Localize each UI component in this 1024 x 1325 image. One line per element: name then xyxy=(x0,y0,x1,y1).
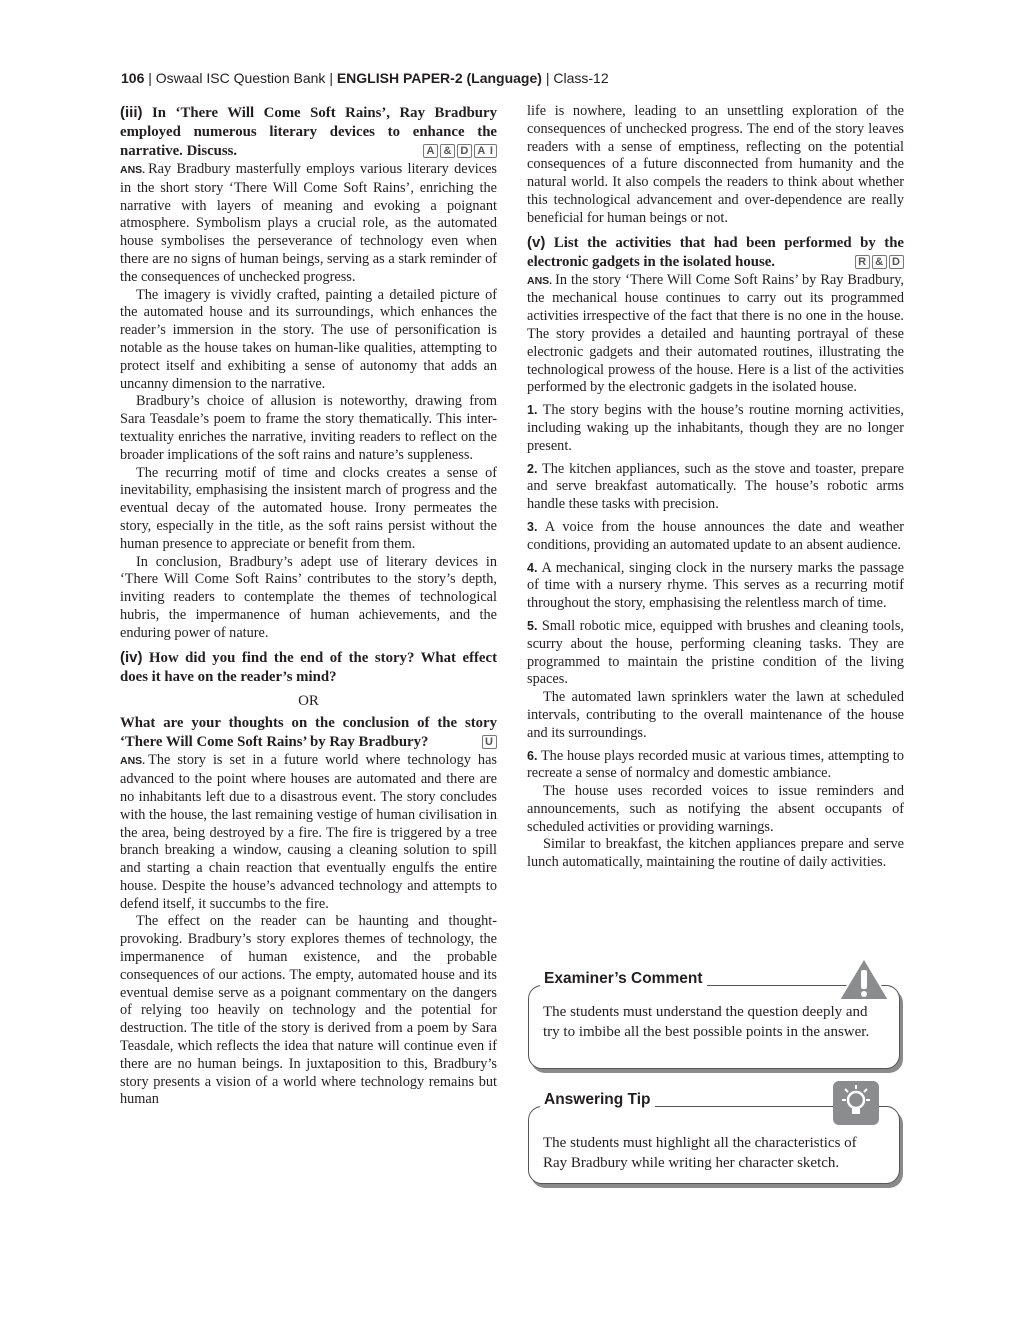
answer-paragraph xyxy=(120,752,497,913)
item-text: A mechanical, singing clock in the nursery marks the passage of time with a nursery rhyme. This serves as a recurring motif throughout the story, emphasising the relentless march of time. xyxy=(527,559,904,612)
tag-badge: & xyxy=(872,255,887,269)
answer-paragraph: The automated lawn sprinklers water the lawn at scheduled intervals, contributing to the overall maintenance of the house and its surroundings. xyxy=(527,689,904,741)
question-tags xyxy=(480,733,497,752)
item-text: The story begins with the house’s routine morning activities, including waking up the inhabitants, though they are no longer present. xyxy=(527,402,904,454)
tag-badge: A I xyxy=(474,144,497,158)
question-number: (iii) xyxy=(120,104,143,121)
question-number: (iv) xyxy=(120,648,143,666)
examiner-comment-title: Examiner’s Comment xyxy=(540,970,707,988)
item-number: 3. xyxy=(527,519,538,534)
tag-badge: & xyxy=(440,144,455,158)
answer-paragraph: Similar to breakfast, the kitchen appliances prepare and serve lunch automatically, maintaining the routine of daily activities. xyxy=(527,836,904,871)
tag-badge: A xyxy=(423,144,438,158)
subject-name: ENGLISH PAPER-2 (Language) xyxy=(336,70,542,86)
item-number: 2. xyxy=(527,461,538,476)
question-number: (v) xyxy=(527,233,546,251)
tag-badge: U xyxy=(482,735,497,749)
or-divider: OR xyxy=(298,692,319,709)
question-tags xyxy=(853,253,904,272)
list-item xyxy=(527,748,904,784)
item-text: A voice from the house announces the date and weather conditions, providing an automated update to an absent audience. xyxy=(527,518,904,553)
tag-badge: D xyxy=(889,255,904,269)
list-item xyxy=(527,618,904,689)
header-separator: | xyxy=(545,70,554,86)
list-item xyxy=(527,560,904,613)
answer-paragraph: The imagery is vividly crafted, painting a detailed picture of the automated house and its surroundings, which enhances the reader’s immersion in the story. The use of personification is notable as the house takes on human-like qualities, attempting to protect itself and exhibiting a sense of autonomy that adds an uncanny dimension to the narrative. xyxy=(120,286,497,392)
question-iii xyxy=(120,103,497,161)
question-tags xyxy=(421,142,497,161)
list-item xyxy=(527,461,904,514)
question-text: What are your thoughts on the conclusion of the story ‘There Will Come Soft Rains’ by Ray Bradbury? xyxy=(120,715,497,751)
list-item xyxy=(527,402,904,455)
answer-paragraph: The effect on the reader can be haunting and thought-provoking. Bradbury’s story explores themes of technology, the impermanence of human existence, and the probable consequences of our actions. The empty, automated house and its eventual demise serve as a poignant commentary on the dangers of relying too heavily on technology and the potential for destruction. The title of the story is derived from a poem by Sara Teasdale, which reflects the idea that nature will continue even if there are no human beings. In juxtaposition to this, Bradbury’s story presents a vision of a world where technology remains but human xyxy=(120,913,497,1108)
left-column xyxy=(120,103,497,1109)
right-column xyxy=(527,103,904,872)
question-text: In ‘There Will Come Soft Rains’, Ray Bradbury employed numerous literary devices to enhance the narrative. Discuss. xyxy=(120,105,497,159)
question-text: List the activities that had been performed by the electronic gadgets in the isolated house. xyxy=(527,234,905,270)
question-iv-alt xyxy=(120,714,497,752)
tag-badge: R xyxy=(855,255,870,269)
page-header xyxy=(121,70,609,86)
item-number: 1. xyxy=(527,403,538,418)
answer-paragraph: In conclusion, Bradbury’s adept use of literary devices in ‘There Will Come Soft Rains’ contributes to the story’s depth, inviting readers to contemplate the themes of technological hubris, the impermanence of human achievements, and the enduring power of nature. xyxy=(120,553,497,641)
answer-continuation: life is nowhere, leading to an unsettling exploration of the consequences of unchecked progress. The end of the story leaves readers with a sense of emptiness, reflecting on the potential consequences of a future disconnected from humanity and the natural world. It also compels the readers to think about whether this technological advancement and over-dependence are really beneficial for human beings or not. xyxy=(527,103,904,226)
answer-paragraph: Bradbury’s choice of allusion is noteworthy, drawing from Sara Teasdale’s poem to frame the story thematically. This inter-textuality enriches the narrative, inviting readers to reflect on the broader implications of the soft rains and nature’s suppleness. xyxy=(120,393,497,463)
answering-tip-title: Answering Tip xyxy=(540,1091,655,1109)
examiner-comment-text: The students must understand the question deeply and try to imbibe all the best possible points in the answer. xyxy=(543,1004,870,1040)
ans-label: ANS. xyxy=(120,755,146,768)
header-separator: | xyxy=(329,70,337,86)
ans-label: ANS. xyxy=(120,164,146,176)
answer-paragraph xyxy=(527,272,904,398)
lightbulb-icon xyxy=(832,1080,880,1126)
item-number: 6. xyxy=(527,748,538,763)
page-number: 106 xyxy=(121,70,145,86)
answering-tip-text: The students must highlight all the characteristics of Ray Bradbury while writing her character sketch. xyxy=(543,1135,857,1171)
item-number: 5. xyxy=(527,618,538,633)
question-iv xyxy=(120,648,497,687)
warning-icon xyxy=(836,955,892,1003)
header-separator: | xyxy=(148,70,156,86)
item-text: The house plays recorded music at various times, attempting to recreate a sense of normalcy and domestic ambiance. xyxy=(527,747,904,782)
ans-label: ANS. xyxy=(527,274,553,287)
tag-badge: D xyxy=(457,144,472,158)
answer-text: The story is set in a future world where technology has advanced to the point where houses are automated and there are no inhabitants left due to a disastrous event. The story concludes with the house, the last remaining vestige of human civilisation in the area, being destroyed by a fire. The fire is triggered by a tree branch breaking a window, causing a cleaning solution to spill and starting a chain reaction that eventually engulfs the entire house. Despite the house’s advanced technology and attempts to defend itself, it succumbs to the fire. xyxy=(120,752,497,912)
publisher-name: Oswaal ISC Question Bank xyxy=(155,70,326,86)
answer-paragraph xyxy=(120,161,497,287)
answer-paragraph: The house uses recorded voices to issue reminders and announcements, such as notifying the absent occupants of scheduled activities or providing warnings. xyxy=(527,783,904,835)
answer-text: Ray Bradbury masterfully employs various literary devices in the short story ‘There Will Come Soft Rains’, enriching the narrative with layers of meaning and evoking a poignant atmosphere. Symbolism plays a crucial role, as the automated house symbolises the perseverance of technology even when there are no signs of human beings, serving as a stark reminder of the consequences of unchecked progress. xyxy=(120,161,497,285)
question-v xyxy=(527,233,904,272)
class-label: Class-12 xyxy=(553,70,609,86)
list-item xyxy=(527,519,904,555)
item-number: 4. xyxy=(527,560,538,575)
answer-paragraph: The recurring motif of time and clocks creates a sense of inevitability, emphasising the insistent march of progress and the eventual decay of the automated house. Irony permeates the story, especially in the title, as the soft rains persist without the human presence to appreciate or benefit from them. xyxy=(120,464,497,552)
item-text: The kitchen appliances, such as the stove and toaster, prepare and serve breakfast automatically. The house’s robotic arms handle these tasks with precision. xyxy=(527,460,904,513)
item-text: Small robotic mice, equipped with brushes and cleaning tools, scurry about the house, performing cleaning tasks. They are programmed to maintain the pristine condition of the living spaces. xyxy=(527,617,905,688)
question-text: How did you find the end of the story? What effect does it have on the reader’s mind? xyxy=(120,649,497,685)
answer-text: In the story ‘There Will Come Soft Rains’ by Ray Bradbury, the mechanical house continues to carry out its programmed activities irrespective of the fact that there is no one in the house. The story provides a detailed and haunting portrayal of these electronic gadgets and their automated routines, illustrating the technological prowess of the house. Here is a list of the activities performed by the electronic gadgets in the isolated house. xyxy=(527,271,904,396)
